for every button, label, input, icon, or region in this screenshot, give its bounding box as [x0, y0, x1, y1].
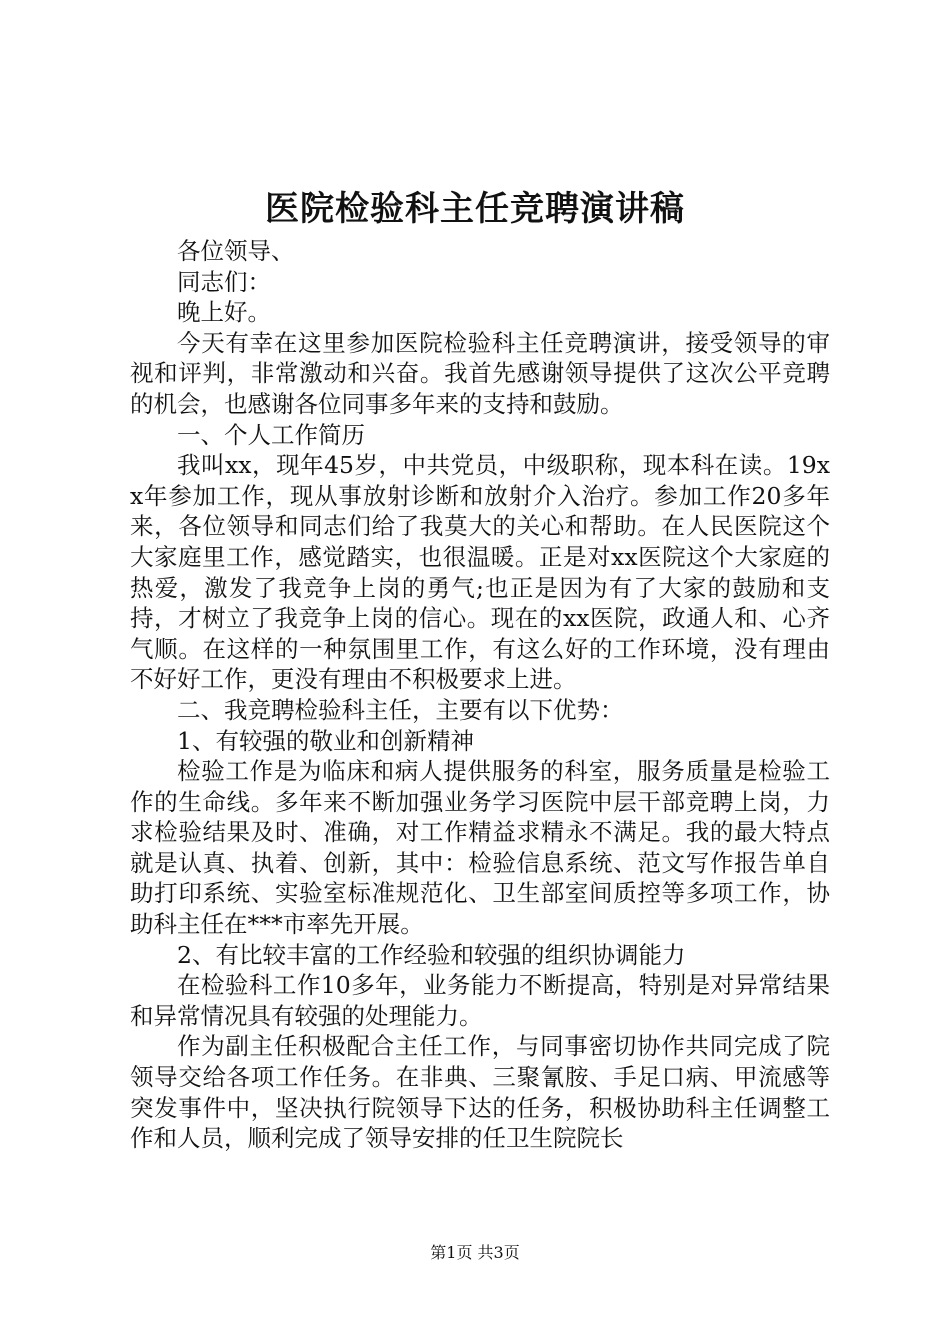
subheading-experience: 2、有比较丰富的工作经验和较强的组织协调能力: [177, 940, 686, 969]
paragraph-greeting-leaders: 各位领导、: [177, 237, 295, 265]
section-heading-advantages: 二、我竞聘检验科主任，主要有以下优势：: [177, 695, 624, 724]
paragraph-deputy-role: 作为副主任积极配合主任工作，与同事密切协作共同完成了院领导交给各项工作任务。在非典、三聚氰胺、手足口病、甲流感等突发事件中，坚决执行院领导下达的任务，积极协助科主任调整工作和人员，顺利完成了领导安排的任卫生院院长: [130, 1032, 830, 1153]
subheading-dedication: 1、有较强的敬业和创新精神: [177, 726, 474, 755]
paragraph-dedication: 检验工作是为临床和病人提供服务的科室，服务质量是检验工作的生命线。多年来不断加强业务学习医院中层干部竞聘上岗，力求检验结果及时、准确，对工作精益求精永不满足。我的最大特点就是认真、执着、创新，其中：检验信息系统、范文写作报告单自助打印系统、实验室标准规范化、卫生部室间质控等多项工作，协助科主任在***市率先开展。: [130, 757, 830, 939]
paragraph-resume: 我叫xx，现年45岁，中共党员，中级职称，现本科在读。19xx年参加工作，现从事放射诊断和放射介入治疗。参加工作20多年来，各位领导和同志们给了我莫大的关心和帮助。在人民医院这个大家庭里工作，感觉踏实，也很温暖。正是对xx医院这个大家庭的热爱，激发了我竞争上岗的勇气;也正是因为有了大家的鼓励和支持，才树立了我竞争上岗的信心。现在的xx医院，政通人和、心齐气顺。在这样的一种氛围里工作，有这么好的工作环境，没有理由不好好工作，更没有理由不积极要求上进。: [130, 451, 830, 694]
document-body: [130, 236, 830, 1154]
document-title: 医院检验科主任竞聘演讲稿: [265, 189, 685, 229]
paragraph-greeting-comrades: 同志们：: [177, 267, 271, 296]
paragraph-greeting-evening: 晚上好。: [177, 298, 271, 327]
paragraph-experience: 在检验科工作10多年，业务能力不断提高，特别是对异常结果和异常情况具有较强的处理能力。: [130, 971, 830, 1030]
page-footer: 第1页 共3页: [430, 1243, 520, 1262]
section-heading-resume: 一、个人工作简历: [177, 420, 365, 449]
paragraph-intro: 今天有幸在这里参加医院检验科主任竞聘演讲，接受领导的审视和评判，非常激动和兴奋。我首先感谢领导提供了这次公平竞聘的机会，也感谢各位同事多年来的支持和鼓励。: [130, 328, 830, 418]
